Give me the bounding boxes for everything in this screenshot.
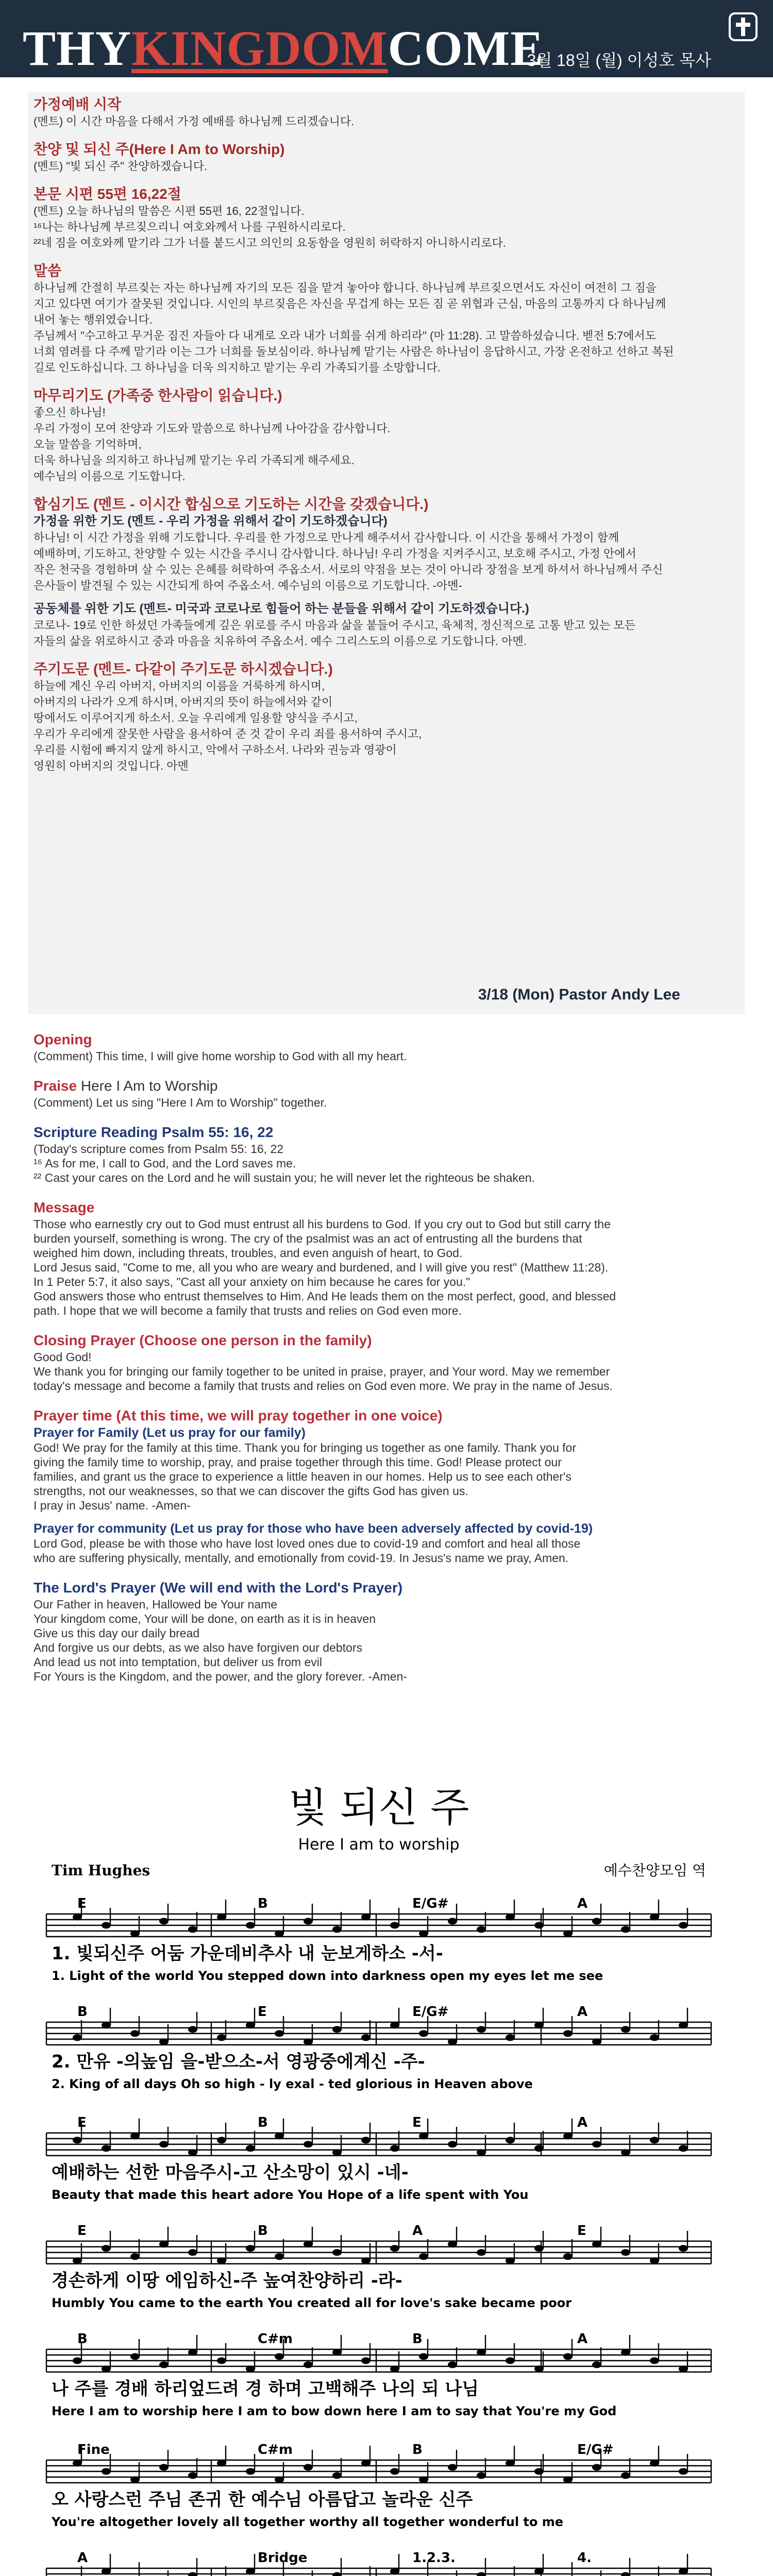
music-note: [390, 2245, 399, 2252]
chord-label: A: [577, 2331, 588, 2347]
music-note: [73, 2137, 82, 2144]
en-lords-prayer-text: Our Father in heaven, Hallowed be Your name Your kingdom come, Your will be done, on earth as it is in heaven Give us this day our daily bread And forgive us our debts, as we also have forgiven our debtors And lead us not into temptation, but deliver us from evil For Yours is the Kingdom, and the power, and the glory forever. -Amen-: [33, 1598, 407, 1683]
music-note: [448, 1918, 457, 1925]
music-note: [563, 2133, 573, 2140]
music-note: [650, 1914, 659, 1921]
sheet-subtitle: Here I am to worship: [298, 1836, 460, 1854]
chord-label: E/G#: [577, 2442, 614, 2458]
music-note: [73, 2258, 82, 2264]
music-note: [73, 1914, 82, 1921]
pastor-signature: 3/18 (Mon) Pastor Andy Lee: [478, 986, 680, 1003]
brand-come: COME: [388, 21, 544, 76]
chord-label: B: [77, 2004, 88, 2020]
music-note: [621, 2349, 630, 2356]
music-note: [361, 2035, 371, 2041]
music-note: [102, 2022, 111, 2029]
korean-lyric-line: 2. 만유 -의높임 을-받으소-서 영광중에계신 -주-: [52, 2052, 425, 2072]
music-note: [477, 2572, 486, 2576]
music-note: [621, 2026, 630, 2033]
chord-label: E: [258, 2004, 267, 2020]
music-note: [650, 2137, 659, 2144]
music-note: [448, 2362, 457, 2368]
music-note: [650, 2358, 659, 2364]
music-note: [73, 2460, 82, 2467]
music-note: [679, 2568, 688, 2575]
ko-family-prayer-title: 가정을 위한 기도 (멘트 - 우리 가정을 위해서 같이 기도하겠습니다): [33, 514, 388, 528]
staff-system: [46, 2004, 711, 2091]
en-prayer-title: Prayer time (At this time, we will pray together in one voice): [33, 1408, 443, 1423]
music-note: [246, 2568, 255, 2575]
music-note: [130, 2133, 140, 2140]
music-note: [477, 2349, 486, 2356]
en-opening-title: Opening: [33, 1031, 92, 1047]
music-note: [563, 2030, 573, 2037]
staff-system: [46, 1896, 711, 1983]
music-note: [390, 2568, 399, 2575]
music-note: [361, 2137, 371, 2144]
korean-lyric-line: 경손하게 이땅 에임하신-주 높여찬양하리 -라-: [52, 2270, 402, 2291]
music-note: [534, 2145, 544, 2152]
music-note: [102, 2245, 111, 2252]
staff-system: [46, 2442, 711, 2529]
music-note: [534, 2468, 544, 2475]
music-note: [592, 2362, 601, 2368]
music-note: [679, 1922, 688, 1929]
ko-scripture-text: (멘트) 오늘 하나님의 말씀은 시편 55편 16, 22절입니다. ¹⁶나는 하나님께 부르짖으리니 여호와께서 나를 구원하시리로다. ²²네 짐을 여호와께 맡기라 그가 너를 붙드시고 의인의 요동함을 영원히 허락하지 아니하시리로다.: [33, 205, 506, 249]
music-note: [592, 2464, 601, 2471]
music-note: [506, 2460, 515, 2467]
chord-label: A: [577, 2115, 588, 2130]
brand-title: [23, 21, 544, 76]
korean-lyric-line: 1. 빛되신주 어둠 가운데비추사 내 눈보게하소 -서-: [52, 1943, 443, 1964]
music-note: [679, 2468, 688, 2475]
music-note: [621, 2472, 630, 2479]
music-note: [621, 2249, 630, 2256]
chord-label: E: [77, 2223, 87, 2239]
korean-lyric-line: 나 주를 경배 하리엎드려 경 하며 고백해주 나의 되 나님: [52, 2379, 479, 2399]
chord-label: A: [577, 1896, 588, 1911]
music-note: [563, 2353, 573, 2360]
music-note: [246, 2245, 255, 2252]
music-note: [332, 1926, 342, 1933]
music-note: [592, 2241, 601, 2248]
music-note: [332, 2249, 342, 2256]
en-family-text: God! We pray for the family at this time. Thank you for bringing us together as one family. Thank you for giving the family time to worship, pray, and praise together through this time. God! Please protect our families, and grant us the grace to experience a little heaven in our homes. Help us to see each other's strengths, not our weaknesses, so that we can discover the gifts God has given us. I pray in Jesus' name. -Amen-: [33, 1441, 576, 1512]
music-note: [332, 2572, 342, 2576]
ko-closing-text: 좋으신 하나님! 우리 가정이 모여 찬양과 기도와 말씀으로 하나님께 나아감을 감사합니다. 오늘 말씀을 기억하며, 더욱 하나님을 의지하고 하나님께 맡기는 우리 가족되게 해주세요. 예수님의 이름으로 기도합니다.: [33, 406, 391, 483]
music-note: [390, 2366, 399, 2372]
ko-family-prayer-text: 하나님! 이 시간 가정을 위해 기도합니다. 우리를 한 가정으로 만나게 해주셔서 감사합니다. 이 시간을 통해서 가정이 함께 예배하며, 기도하고, 찬양할 수 있는 시간을 주시니 감사합니다. 하나님! 우리 가정을 지켜주시고, 보호해 주시고, 가정 안에서 작은 천국을 경험하며 살 수 있는 은혜를 허락하여 주옵소서. 서로의 약점을 보는 것이 아니라 장점을 보게 하셔서 하나님께서 주신 은사들이 발견될 수 있는 시간되게 하여 주옵소서. 예수님의 이름으로 기도합니다. -아멘-: [33, 531, 663, 592]
music-note: [506, 2035, 515, 2041]
music-note: [275, 2253, 284, 2260]
music-note: [592, 1918, 601, 1925]
ko-message-title: 말씀: [33, 263, 62, 279]
ko-praise-title: 찬양 및 되신 주(Here I Am to Worship): [33, 141, 285, 157]
chord-label: E/G#: [412, 1896, 449, 1911]
music-note: [477, 2249, 486, 2256]
music-note: [679, 2366, 688, 2372]
music-note: [73, 2035, 82, 2041]
ko-community-title: 공동체를 위한 기도 (멘트- 미국과 코로나로 힘들어 하는 분들을 위해서 같이 기도하겠습니다.): [33, 602, 529, 616]
staff-system: [46, 2550, 711, 2576]
music-note: [102, 2366, 111, 2372]
music-note: [159, 2241, 169, 2248]
english-lyric-line: 1. Light of the world You stepped down into darkness open my eyes let me see: [52, 1969, 603, 1983]
music-note: [304, 2039, 313, 2045]
en-scripture-title: Scripture Reading Psalm 55: 16, 22: [33, 1124, 274, 1140]
chord-label: B: [77, 2331, 88, 2347]
music-note: [217, 1914, 226, 1921]
music-note: [650, 2460, 659, 2467]
en-scripture-text: (Today's scripture comes from Psalm 55: 16, 22 ¹⁶ As for me, I call to God, and the Lord saves me. ²² Cast your cares on the Lord and he will sustain you; he will never let the righteous be shaken.: [33, 1142, 535, 1184]
music-note: [419, 2253, 428, 2260]
music-note: [506, 2258, 515, 2264]
chord-label: C#m: [258, 2442, 293, 2458]
music-note: [477, 1926, 486, 1933]
music-note: [419, 2133, 428, 2140]
chord-label: Fine: [77, 2442, 110, 2458]
korean-lyric-line: 오 사랑스런 주님 존귀 한 예수님 아름답고 놀라운 신주: [52, 2489, 473, 2510]
sheet-music: [41, 1780, 716, 2576]
music-note: [679, 2245, 688, 2252]
music-note: [563, 2253, 573, 2260]
ko-community-text: 코로나- 19로 인한 하셨던 가족들에게 깊은 위로를 주시 마음과 삶을 붙들어 주시고, 육체적, 정신적으로 고통 받고 있는 모든 자들의 삶을 위로하시고 중과 마음을 치유하여 주옵소서. 예수 그리스도의 이름으로 기도합니다. 아멘.: [33, 619, 636, 648]
en-community-title: Prayer for community (Let us pray for those who have been adversely affected by covid-19): [33, 1521, 593, 1536]
music-note: [332, 2472, 342, 2479]
music-note: [102, 2468, 111, 2475]
music-note: [563, 1930, 573, 1937]
en-closing-title: Closing Prayer (Choose one person in the family): [33, 1332, 372, 1348]
chord-label: B: [412, 2442, 423, 2458]
en-message-text: Those who earnestly cry out to God must entrust all his burdens to God. If you cry out to God but still carry the burden yourself, something is wrong. The cry of the psalmist was an act of entrusting all the burdens that weighed him down, including threats, troubles, and even anguish of heart, to God. Lord Jesus said, "Come to me, all you who are weary and burdened, and I will give you rest" (Matthew 11:28). In 1 Peter 5:7, it also says, "Cast all your anxiety on him because he cares for you." God answers those who entrust themselves to Him. And He leads them on the most perfect, good, and blessed path. I hope that we will become a family that trusts and relies on God even more.: [33, 1217, 616, 1317]
music-note: [159, 2362, 169, 2368]
ko-lords-prayer-title: 주기도문 (멘트- 다같이 주기도문 하시겠습니다.): [33, 661, 333, 677]
music-note: [159, 1918, 169, 1925]
chord-label: 4.: [577, 2550, 592, 2566]
chord-label: A: [77, 2550, 88, 2566]
music-note: [246, 2022, 255, 2029]
music-note: [448, 2039, 457, 2045]
music-note: [188, 2572, 197, 2576]
music-note: [534, 1922, 544, 1929]
music-note: [506, 1914, 515, 1921]
music-note: [159, 2141, 169, 2148]
music-note: [477, 2472, 486, 2479]
music-note: [217, 2258, 226, 2264]
music-note: [361, 2258, 371, 2264]
music-note: [246, 2145, 255, 2152]
music-note: [304, 2464, 313, 2471]
music-note: [159, 2464, 169, 2471]
sheet-translator: 예수찬양모임 역: [603, 1862, 706, 1879]
music-note: [217, 2460, 226, 2467]
music-note: [304, 2241, 313, 2248]
brand-kingdom: KINGDOM: [131, 21, 388, 76]
music-note: [650, 2035, 659, 2041]
chord-label: B: [258, 1896, 268, 1911]
music-note: [563, 2477, 573, 2483]
en-praise-text: (Comment) Let us sing "Here I Am to Worship" together.: [33, 1096, 327, 1109]
music-note: [130, 2030, 140, 2037]
church-logo-icon: [727, 10, 760, 43]
music-note: [275, 2030, 284, 2037]
chord-label: 1.2.3.: [412, 2550, 456, 2566]
chord-label: B: [258, 2115, 268, 2130]
music-note: [361, 1914, 371, 1921]
music-note: [188, 2472, 197, 2479]
music-note: [679, 2145, 688, 2152]
chord-label: Bridge: [258, 2550, 308, 2566]
music-note: [332, 2349, 342, 2356]
music-note: [621, 2572, 630, 2576]
ko-opening-title: 가정예배 시작: [33, 96, 122, 112]
music-note: [419, 2353, 428, 2360]
chord-label: A: [577, 2004, 588, 2020]
music-note: [506, 2358, 515, 2364]
english-lyric-line: Here I am to worship here I am to bow down here I am to say that You're my God: [52, 2404, 617, 2418]
chord-label: E: [77, 1896, 87, 1911]
music-note: [390, 2145, 399, 2152]
staff-system: [46, 2223, 711, 2310]
music-note: [332, 2149, 342, 2156]
chord-label: E: [77, 2115, 87, 2130]
english-worship-guide: [28, 1025, 745, 1700]
music-note: [534, 2022, 544, 2029]
music-note: [73, 2358, 82, 2364]
staff-system: [46, 2115, 711, 2202]
korean-lyric-line: 예배하는 선한 마음주시-고 산소망이 있시 -네-: [52, 2162, 409, 2183]
music-note: [246, 2366, 255, 2372]
brand-thy: THY: [23, 21, 132, 76]
music-note: [592, 2141, 601, 2148]
en-praise-title: Praise: [33, 1078, 77, 1094]
music-note: [534, 2568, 544, 2575]
chord-label: E/G#: [412, 2004, 449, 2020]
sheet-composer: Tim Hughes: [52, 1862, 150, 1879]
en-praise-song: Here I Am to Worship: [77, 1078, 218, 1094]
music-note: [246, 2468, 255, 2475]
sheet-title: 빛 되신 주: [288, 1785, 469, 1831]
music-note: [650, 2258, 659, 2264]
ko-prayer-title: 합심기도 (멘트 - 이시간 합심으로 기도하는 시간을 갖겠습니다.): [33, 496, 429, 512]
staff-system: [46, 2331, 711, 2418]
music-note: [477, 2026, 486, 2033]
music-note: [188, 2249, 197, 2256]
music-note: [130, 2477, 140, 2483]
ko-message-text: 하나님께 간절히 부르짖는 자는 하나님께 자기의 모든 짐을 맡겨 놓아야 합니다. 하나님께 부르짖으면서도 자신이 여전히 그 짐을 지고 있다면 여기가 잘못된 것입니다. 시인의 부르짖음은 자신을 무겁게 하는 모든 짐 곧 위협과 근심, 마음의 고통까지 다 하나님께 내어 놓는 행위였습니다. 주님께서 "수고하고 무거운 짐진 자들아 다 내게로 오라 내가 너희를 쉬게 하리라" (마 11:28). 고 말씀하셨습니다. 벧전 5:7에서도 너희 염려를 다 주께 맡기라 이는 그가 너희를 돌보심이라. 하나님께 맡기는 사람은 하나님이 응답하시고, 가장 온전하고 선하고 복된 길로 인도하십니다. 그 하나님을 더욱 의지하고 맡기는 우리 가족되기를 소망합니다.: [33, 281, 674, 374]
chord-label: C#m: [258, 2331, 293, 2347]
en-family-title: Prayer for Family (Let us pray for our family): [33, 1426, 306, 1440]
music-note: [217, 2358, 226, 2364]
music-note: [217, 2035, 226, 2041]
music-note: [448, 2141, 457, 2148]
date-pastor: 3월 18일 (월) 이성호 목사: [527, 51, 711, 70]
music-note: [390, 2468, 399, 2475]
music-note: [275, 2133, 284, 2140]
english-lyric-line: You're altogether lovely all together worthy all together wonderful to me: [52, 2515, 563, 2529]
music-note: [130, 2253, 140, 2260]
music-note: [534, 2366, 544, 2372]
english-lyric-line: Humbly You came to the earth You created all for love's sake became poor: [52, 2296, 572, 2310]
music-note: [188, 2026, 197, 2033]
ko-praise-text: (멘트) "빛 되신 주" 찬양하겠습니다.: [33, 160, 208, 173]
music-note: [419, 2477, 428, 2483]
ko-scripture-title: 본문 시편 55편 16,22절: [33, 186, 181, 202]
music-note: [419, 2030, 428, 2037]
music-note: [102, 2568, 111, 2575]
music-note: [130, 1930, 140, 1937]
en-community-text: Lord God, please be with those who have lost loved ones due to covid-19 and comfort and heal all those who are suffering physically, mentally, and emotionally from covid-19. In Jesus's name we pray, Amen.: [33, 1537, 581, 1565]
music-note: [275, 1930, 284, 1937]
chord-label: E: [412, 2115, 422, 2130]
music-note: [304, 2141, 313, 2148]
music-note: [506, 2137, 515, 2144]
ko-closing-title: 마무리기도 (가족중 한사람이 읽습니다.): [33, 387, 282, 403]
music-note: [390, 2022, 399, 2029]
en-opening-text: (Comment) This time, I will give home worship to God with all my heart.: [33, 1049, 407, 1063]
page-header: [0, 0, 773, 77]
chord-label: E: [577, 2223, 586, 2239]
music-note: [361, 2358, 371, 2364]
music-note: [102, 1922, 111, 1929]
music-note: [159, 2039, 169, 2045]
music-note: [621, 1926, 630, 1933]
en-closing-text: Good God! We thank you for bringing our family together to be united in praise, prayer, and Your word. May we remember today's message and become a family that trusts and relies on God even more. We pray in the name of Jesus.: [33, 1350, 613, 1393]
music-note: [304, 1918, 313, 1925]
music-note: [419, 1930, 428, 1937]
music-note: [390, 1922, 399, 1929]
en-lords-prayer-title: The Lord's Prayer (We will end with the Lord's Prayer): [33, 1580, 403, 1596]
en-message-title: Message: [33, 1199, 95, 1215]
music-note: [534, 2245, 544, 2252]
ko-opening-text: (멘트) 이 시간 마음을 다해서 가정 예배를 하나님께 드리겠습니다.: [33, 115, 355, 128]
music-note: [621, 2149, 630, 2156]
music-note: [188, 2149, 197, 2156]
music-note: [448, 2464, 457, 2471]
ko-lords-prayer-text: 하늘에 계신 우리 아버지, 아버지의 이름을 거룩하게 하시며, 아버지의 나라가 오게 하시며, 아버지의 뜻이 하늘에서와 같이 땅에서도 이루어지게 하소서. 오늘 우리에게 일용할 양식을 주시고, 우리가 우리에게 잘못한 사람을 용서하여 준 것 같이 우리 죄를 용서하여 주시고, 우리를 시험에 빠지지 않게 하시고, 악에서 구하소서. 나라와 권능과 영광이 영원히 아버지의 것입니다. 아멘: [33, 680, 422, 772]
music-note: [361, 2460, 371, 2467]
music-note: [188, 1926, 197, 1933]
music-note: [275, 2477, 284, 2483]
music-note: [188, 2349, 197, 2356]
chord-label: B: [412, 2331, 423, 2347]
music-note: [102, 2145, 111, 2152]
music-note: [477, 2149, 486, 2156]
music-note: [217, 2137, 226, 2144]
korean-worship-guide: [28, 92, 745, 1014]
english-lyric-line: Beauty that made this heart adore You Hope of a life spent with You: [52, 2188, 529, 2202]
music-note: [679, 2022, 688, 2029]
music-note: [332, 2026, 342, 2033]
english-lyric-line: 2. King of all days Oh so high - ly exal - ted glorious in Heaven above: [52, 2077, 533, 2091]
chord-label: A: [412, 2223, 423, 2239]
music-note: [304, 2362, 313, 2368]
music-note: [130, 2353, 140, 2360]
music-note: [246, 1922, 255, 1929]
music-note: [592, 2039, 601, 2045]
music-note: [448, 2241, 457, 2248]
music-note: [275, 2353, 284, 2360]
chord-label: B: [258, 2223, 268, 2239]
